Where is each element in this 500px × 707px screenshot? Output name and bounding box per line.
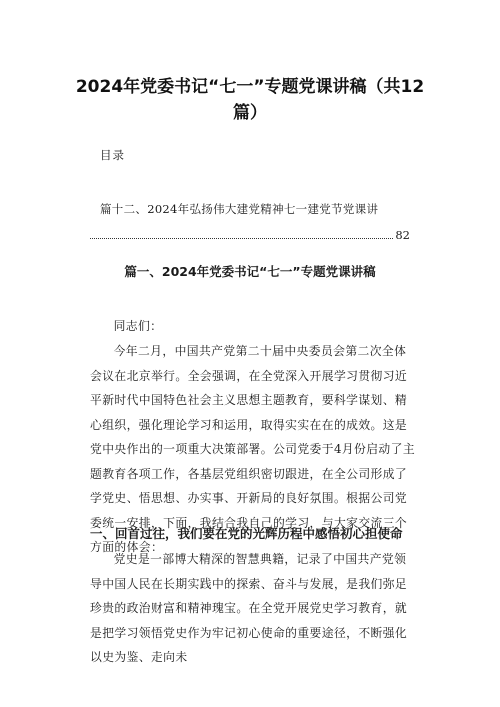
section-title: 篇一、2024年党委书记“七一”专题党课讲稿 (124, 264, 376, 279)
document-title: 2024年党委书记“七一”专题党课讲稿（共12篇） (75, 77, 425, 123)
paragraph-text: 党史是一部博大精深的智慧典籍，记录了中国共产党领导中国人民在长期实践中的探索、奋斗与发展，是我们弥足珍贵的政治财富和精神瑰宝。在全党开展党史学习教育，就是把学习领悟党史作为牢记初心使命的重要途径，不断强化以史为鉴、走向未 (90, 552, 408, 664)
greeting-text: 同志们： (113, 319, 163, 333)
toc-entry-leader[interactable] (90, 226, 410, 242)
body-paragraph-2 (90, 547, 416, 670)
greeting (90, 314, 416, 339)
toc-entry-text[interactable]: 篇十二、2024年弘扬伟大建党精神七一建党节党课讲 (100, 202, 379, 216)
heading-1: 一、回首过往，我们要在党的光辉历程中感悟初心担使命 (90, 526, 403, 541)
paragraph-text: 今年二月，中国共产党第二十届中央委员会第二次全体会议在北京举行。全会强调，在全党深入开展学习贯彻习近平新时代中国特色社会主义思想主题教育，要科学谋划、精心组织，强化理论学习和运用，取得实实在在的成效。这是党中央作出的一项重大决策部署。公司党委于4月份启动了主题教育各项工作，各基层党组织密切跟进，在全公司形成了学党史、悟思想、办实事、开新局的良好氛围。根据公司党委统一安排，下面，我结合我自己的学习，与大家交流三个方面的体会： (90, 344, 416, 554)
toc-entry-page-number: 82 (395, 228, 410, 242)
toc-dot-leader (90, 238, 393, 239)
toc-heading: 目录 (100, 148, 125, 162)
